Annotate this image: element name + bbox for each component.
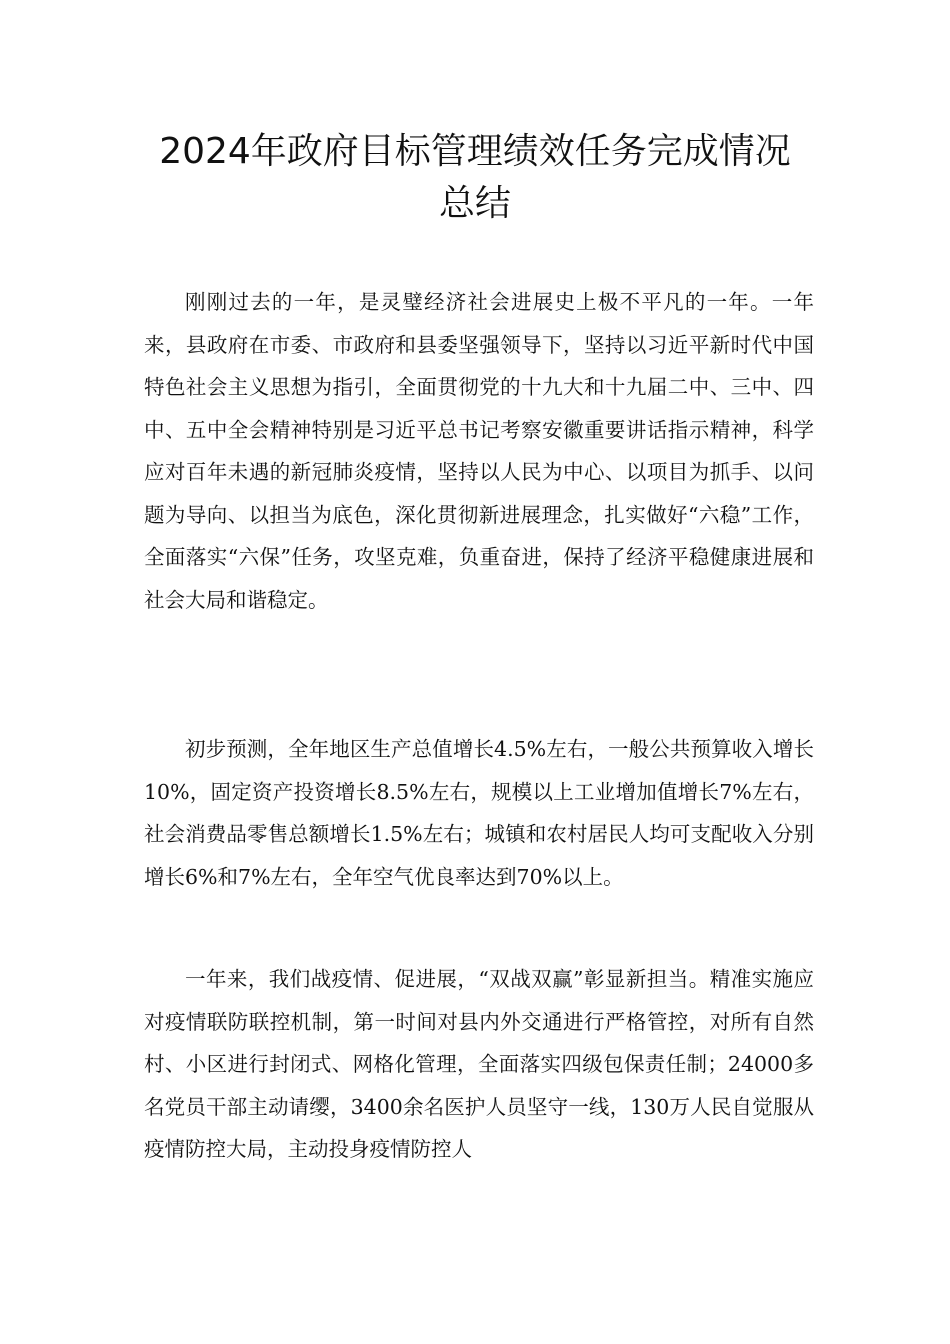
document-title [120, 126, 830, 230]
paragraph-text: 刚刚过去的一年，是灵璧经济社会进展史上极不平凡的一年。一年来，县政府在市委、市政府和县委坚强领导下，坚持以习近平新时代中国特色社会主义思想为指引，全面贯彻党的十九大和十九届二中、三中、四中、五中全会精神特别是习近平总书记考察安徽重要讲话指示精神，科学应对百年未遇的新冠肺炎疫情，坚持以人民为中心、以项目为抓手、以问题为导向、以担当为底色，深化贯彻新进展理念，扎实做好“六稳”工作，全面落实“六保”任务，攻坚克难，负重奋进，保持了经济平稳健康进展和社会大局和谐稳定。 [144, 290, 814, 612]
title-line-2: 总结 [438, 183, 511, 224]
paragraph-forecast [144, 728, 814, 898]
title-line-1: 2024年政府目标管理绩效任务完成情况 [159, 131, 791, 172]
paragraph-text: 一年来，我们战疫情、促进展，“双战双赢”彰显新担当。精准实施应对疫情联防联控机制，第一时间对县内外交通进行严格管控，对所有自然村、小区进行封闭式、网格化管理，全面落实四级包保责任制；24000多名党员干部主动请缨，3400余名医护人员坚守一线，130万人民自觉服从疫情防控大局，主动投身疫情防控人 [144, 967, 814, 1161]
paragraph-epidemic [144, 958, 814, 1171]
paragraph-intro [144, 281, 814, 621]
paragraph-text: 初步预测，全年地区生产总值增长4.5%左右，一般公共预算收入增长10%，固定资产投资增长8.5%左右，规模以上工业增加值增长7%左右，社会消费品零售总额增长1.5%左右；城镇和农村居民人均可支配收入分别增长6%和7%左右，全年空气优良率达到70%以上。 [144, 737, 814, 889]
